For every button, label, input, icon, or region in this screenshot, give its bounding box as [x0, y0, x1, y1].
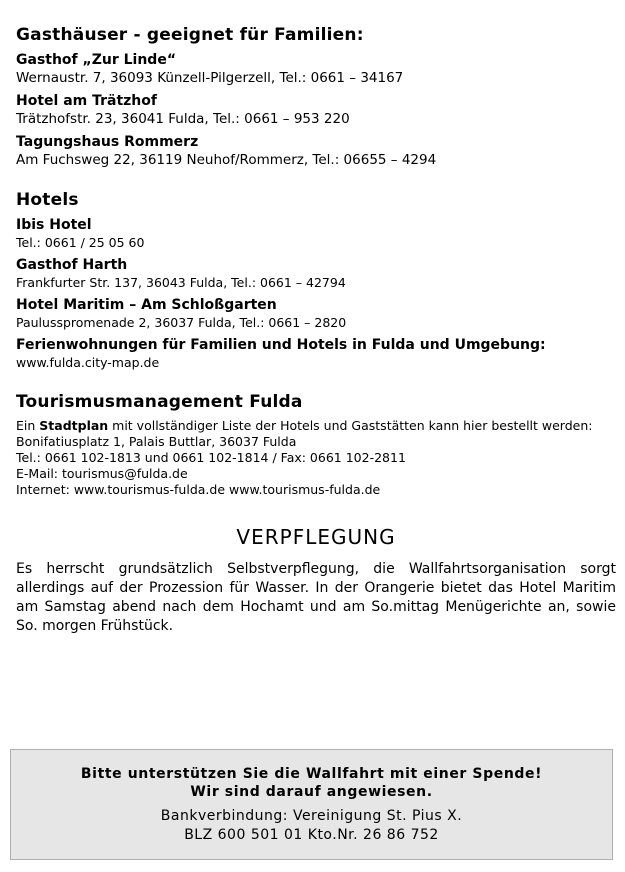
hotel-entry	[16, 216, 616, 251]
tourism-address: Bonifatiusplatz 1, Palais Buttlar, 36037 Fulda	[16, 434, 297, 449]
tourism-heading: Tourismusmanagement Fulda	[16, 392, 303, 412]
guesthouses-heading: Gasthäuser - geeignet für Familien:	[16, 25, 364, 45]
guesthouse-entry	[16, 133, 616, 169]
guesthouse-entry	[16, 92, 616, 128]
tourism-phone: Tel.: 0661 102-1813 und 0661 102-1814 / Fax: 0661 102-2811	[16, 450, 406, 465]
guesthouses-section	[16, 24, 616, 169]
catering-section	[16, 524, 616, 636]
tourism-intro	[16, 418, 616, 434]
bank-details-line1: Bankverbindung: Vereinigung St. Pius X.	[160, 808, 463, 824]
bank-details-line2: BLZ 600 501 01 Kto.Nr. 26 86 752	[184, 827, 439, 843]
catering-title: VERPFLEGUNG	[236, 525, 396, 549]
guesthouse-detail: Wernaustr. 7, 36093 Künzell-Pilgerzell, Tel.: 0661 – 34167	[16, 70, 404, 86]
tourism-intro-before: Ein	[16, 418, 40, 433]
holiday-apartments-link[interactable]: www.fulda.city-map.de	[16, 355, 160, 370]
donation-appeal-line2: Wir sind darauf angewiesen.	[190, 784, 433, 800]
donation-appeal-line1: Bitte unterstützen Sie die Wallfahrt mit einer Spende!	[80, 766, 543, 782]
hotel-entry	[16, 256, 616, 291]
hotel-detail: Frankfurter Str. 137, 36043 Fulda, Tel.: 0661 – 42794	[16, 275, 346, 290]
tourism-intro-after: mit vollständiger Liste der Hotels und Gaststätten kann hier bestellt werden:	[108, 418, 593, 433]
document-page	[16, 24, 616, 636]
hotel-detail: Paulusspromenade 2, 36037 Fulda, Tel.: 0661 – 2820	[16, 315, 347, 330]
tourism-email[interactable]: E-Mail: tourismus@fulda.de	[16, 466, 188, 481]
tourism-internet[interactable]: Internet: www.tourismus-fulda.de www.tourismus-fulda.de	[16, 482, 381, 497]
hotel-detail: Tel.: 0661 / 25 05 60	[16, 235, 145, 250]
guesthouse-entry	[16, 51, 616, 87]
hotels-section	[16, 189, 616, 371]
holiday-apartments-heading: Ferienwohnungen für Familien und Hotels in Fulda und Umgebung:	[16, 337, 546, 353]
guesthouse-detail: Trätzhofstr. 23, 36041 Fulda, Tel.: 0661 – 953 220	[16, 111, 350, 127]
hotel-name: Hotel Maritim – Am Schloßgarten	[16, 297, 277, 313]
guesthouse-name: Tagungshaus Rommerz	[16, 134, 199, 150]
city-map-label: Stadtplan	[39, 418, 109, 433]
hotel-entry	[16, 296, 616, 331]
catering-text: Es herrscht grundsätzlich Selbstverpflegung, die Wallfahrtsorganisation sorgt allerdings auf der Prozession für Wasser. In der Orangerie bietet das Hotel Maritim am Samstag abend nach dem Hochamt und am So.mittag Menügerichte an, sowie So. morgen Frühstück.	[16, 561, 616, 634]
hotels-heading: Hotels	[16, 190, 79, 210]
hotel-name: Ibis Hotel	[16, 217, 92, 233]
guesthouse-name: Gasthof „Zur Linde“	[16, 52, 177, 68]
hotel-name: Gasthof Harth	[16, 257, 128, 273]
guesthouse-name: Hotel am Trätzhof	[16, 93, 157, 109]
donation-box	[10, 749, 613, 860]
tourism-section	[16, 391, 616, 498]
guesthouse-detail: Am Fuchsweg 22, 36119 Neuhof/Rommerz, Tel.: 06655 – 4294	[16, 152, 437, 168]
